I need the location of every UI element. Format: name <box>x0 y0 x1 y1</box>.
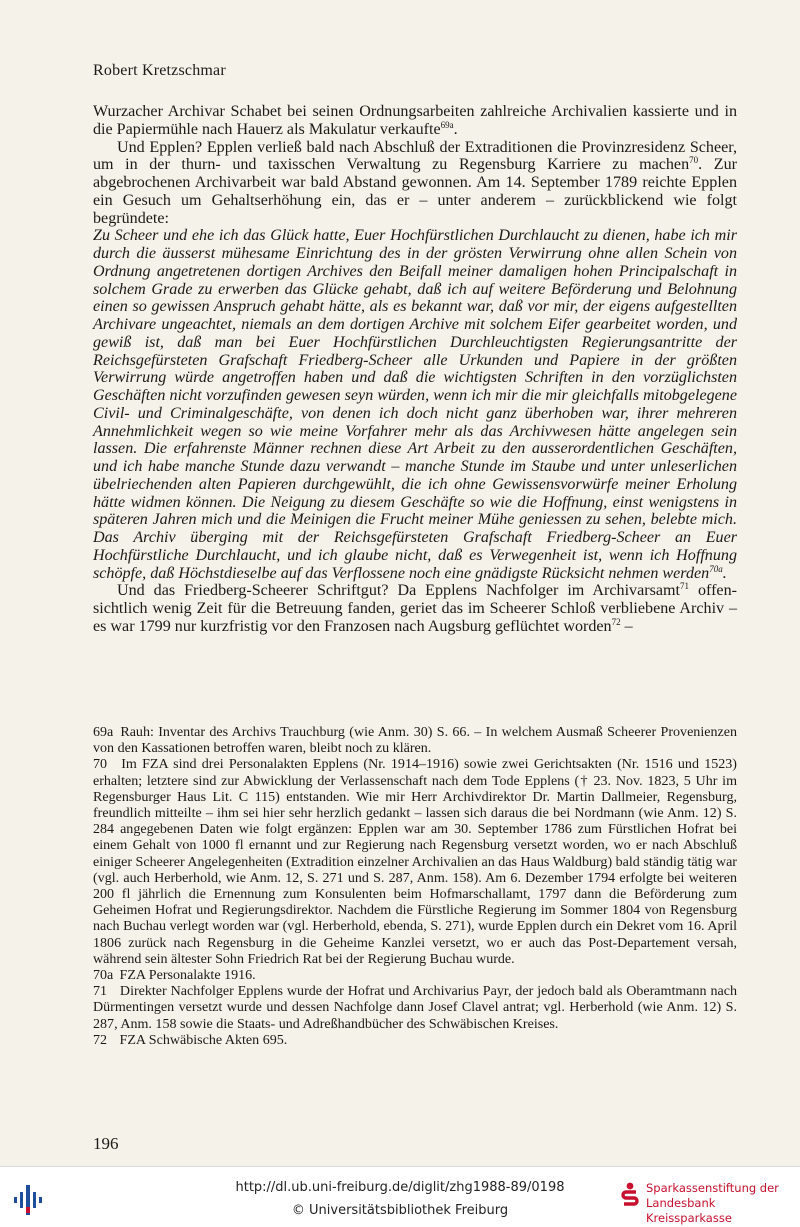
paragraph-1 <box>93 103 737 139</box>
footnote-ref-70a[interactable]: 70a <box>709 563 723 574</box>
paragraph-3-text-a: Und das Friedberg-Scheerer Schriftgut? Da Epplens Nachfolger im Archivarsamt <box>117 582 680 600</box>
footnote-text: Rauh: Inventar des Archivs Trauchburg (wie Anm. 30) S. 66. – In welchem Ausmaß Scheerer Provenienzen von den Kassationen betroffen waren, bleibt noch zu klären. <box>93 724 737 757</box>
footnote-70 <box>93 756 737 967</box>
block-quote-end: . <box>722 564 727 582</box>
footnote-number: 69a <box>93 724 114 740</box>
sparkasse-logo-icon <box>620 1182 640 1212</box>
footnote-text: FZA Schwäbische Akten 695. <box>119 1031 288 1048</box>
footnote-number: 72 <box>93 1031 108 1048</box>
body-text <box>93 103 737 636</box>
paragraph-3-text-c: – <box>620 617 633 635</box>
paragraph-1-text: Wurzacher Archivar Schabet bei seinen Ordnungsarbeiten zahlreiche Archivalien kassierte und in die Papiermühle nach Hauerz als Makulatur verkaufte <box>93 103 737 138</box>
paragraph-2 <box>93 139 737 228</box>
running-head-author: Robert Kretzschmar <box>93 62 226 79</box>
sponsor-line-1: Sparkassenstiftung der <box>646 1181 779 1195</box>
sponsor-line-2: Landesbank Kreissparkasse <box>646 1196 732 1225</box>
paragraph-2-text: Und Epplen? Epplen verließ bald nach Abschluß der Extraditionen die Provinzresidenz Scheer, um in der thurn- und taxisschen Verwaltung zu Regensburg Karriere zu machen <box>93 138 737 174</box>
footnote-number: 71 <box>93 983 108 1000</box>
footnote-72 <box>93 1032 737 1048</box>
page-number: 196 <box>93 1134 119 1153</box>
footnote-text: Im FZA sind drei Personalakten Epplens (Nr. 1914–1916) sowie zwei Gerichtsakten (Nr. 1516 und 1523) erhalten; letztere sind zur Abwicklung der Verlassenschaft nach dem Tode Epplens († 23. Nov. 1823, 5 Uhr im Regensburger Haus Lit. C 115) entstanden. Wie mir Herr Archivdirektor Dr. Martin Dallmeier, Regensburg, freundlich mitteilte – ihm sei hier sehr herzlich gedankt – lassen sich daraus die bei Nordmann (wie Anm. 12) S. 284 angegebenen Daten wie folgt ergänzen: Epplen war am 30. September 1786 zum Fürstlichen Hofrat bei einem Gehalt von 1000 fl ernannt und zur Regierung nach Regensburg versetzt worden, wo er nach Abschluß einiger Scheerer Angelegenheiten (Extradition einzelner Archivalien an das Haus Waldburg) bald ständig tätig war (vgl. auch Herberhold, wie Anm. 12, S. 271 und S. 287, Anm. 158). Am 6. Dezember 1794 erfolgte bei weiteren 200 fl jährlich die Ernennung zum Konsulenten beim Hofmarschallamt, 1797 dann die Beförderung zum Geheimen Hofrat und Regierungsdirektor. Nachdem die Fürstliche Regierung im Sommer 1804 von Regensburg nach Buchau verlegt worden war (vgl. Herberhold, ebenda, S. 271), wurde Epplen durch ein Dekret vom 16. April 1806 zurück nach Regensburg in die Geheime Kanzlei versetzt, wo er auch das Post-Departement versah, während sein ältester Sohn Friedrich Rat bei der Regierung Buchau wurde. <box>93 756 737 967</box>
footnote-ref-71[interactable]: 71 <box>680 581 689 592</box>
viewer-footer <box>0 1166 800 1227</box>
footnote-number: 70 <box>93 756 108 773</box>
paragraph-3 <box>93 582 737 635</box>
footnotes <box>93 724 737 1048</box>
footnote-70a <box>93 967 737 983</box>
paragraph-1-end: . <box>453 120 458 138</box>
paragraph-2-continued: . Zur abgebrochenen Archivarbeit war bald Abstand gewonnen. Am 14. September 1789 reichte Epplen ein Gesuch um Gehaltserhöhung ein, das er – unter anderem – zurückblickend wie folgt begründete: <box>93 156 737 227</box>
footnote-ref-69a[interactable]: 69a <box>440 119 454 130</box>
footnote-number: 70a <box>93 967 114 984</box>
footnote-ref-72[interactable]: 72 <box>611 616 621 627</box>
library-logo-icon <box>14 1179 54 1219</box>
footnote-ref-70[interactable]: 70 <box>689 155 699 166</box>
paragraph-3-text-b: offensichtlich wenig Zeit für die Betreuung fanden, geriet das im Scheerer Schloß verbliebene Archiv – es war 1799 nur kurzfristig vor den Franzosen nach Augsburg geflüchtet worden <box>93 582 737 635</box>
footnote-69a <box>93 724 737 756</box>
footnote-text: Direkter Nachfolger Epplens wurde der Hofrat und Archivarius Payr, der jedoch bald als Oberamtmann nach Dürmentingen versetzt wurde und dessen Nachfolge dann Josef Clavel antrat; vgl. Herberhold (wie Anm. 12) S. 287, Anm. 158 sowie die Staats- und Adreßhandbücher des Schwäbischen Kreises. <box>93 983 737 1032</box>
document-url-link[interactable]: http://dl.ub.uni-freiburg.de/diglit/zhg1988-89/0198 <box>235 1180 565 1195</box>
footnote-71 <box>93 983 737 1032</box>
block-quote <box>93 227 737 582</box>
footnote-text: FZA Personalakte 1916. <box>119 967 256 984</box>
block-quote-text: Zu Scheer und ehe ich das Glück hatte, Euer Hochfürstlichen Durchlaucht zu dienen, habe ich mir durch die äusserst mühesame Einrichtung des in der grösten Verwirrung ohne allen Schein von Ordnung angetretenen dortigen Archives den Beifall meiner damaligen hohen Principalschaft in solchem Grade zu erwerben das Glücke gehabt, daß ich auf weitere Beförderung und Belohnung einen so gewissen Anspruch gehabt hätte, als es bekannt war, daß vor mir, der eigens aufgestellten Archivare ungeachtet, niemals an dem dortigen Archive mit solchem Eifer gearbeitet worden, und gewiß ist, daß man bei Euer Hochfürstlichen Durchleuchtigsten Regierungsantritte der Reichsgefürsteten Grafschaft Friedberg-Scheer alle Urkunden und Papiere in der größten Verwirrung würde angetroffen haben und daß die wichtigsten Schriften in den vorzüglichsten Geschäften nicht vorzufinden gewesen seyn würden, wenn ich mir die mir gleichfalls mitobgelegene Civil- und Criminalgeschäfte, von denen ich doch nicht ganz überhoben war, ihrer mehreren Annehmlichkeit wegen so wie meine Vorfahrer mehr als das Archivwesen hätte angelegen sein lassen. Die erfahrenste Männer rechnen diese Art Arbeit zu den ausserordentlichen Geschäften, und ich habe manche Stunde dazu verwandt – manche Stunde im Staube und unter unleserlichen übelriechenden alten Papieren durchgewühlt, die ich ohne Gewissensvorwürfe meiner Erholung hätte widmen können. Die Neigung zu diesem Geschäfte so wie die Hoffnung, einst wenigstens in späteren Jahren mich und die Meinigen die Frucht meiner Mühe geniessen zu sehen, belebte mich. Das Archiv überging mit der Reichsgefürsteten Grafschaft Friedberg-Scheer an Euer Hochfürstliche Durchlaucht, und ich glaube nicht, daß es Verwegenheit ist, wenn ich Hoffnung schöpfe, daß Höchstdieselbe auf das Verflossene noch eine gnädigste Rücksicht nehmen werden <box>93 227 737 582</box>
copyright-notice: © Universitätsbibliothek Freiburg <box>291 1203 509 1218</box>
sponsor-credit[interactable] <box>646 1181 796 1226</box>
